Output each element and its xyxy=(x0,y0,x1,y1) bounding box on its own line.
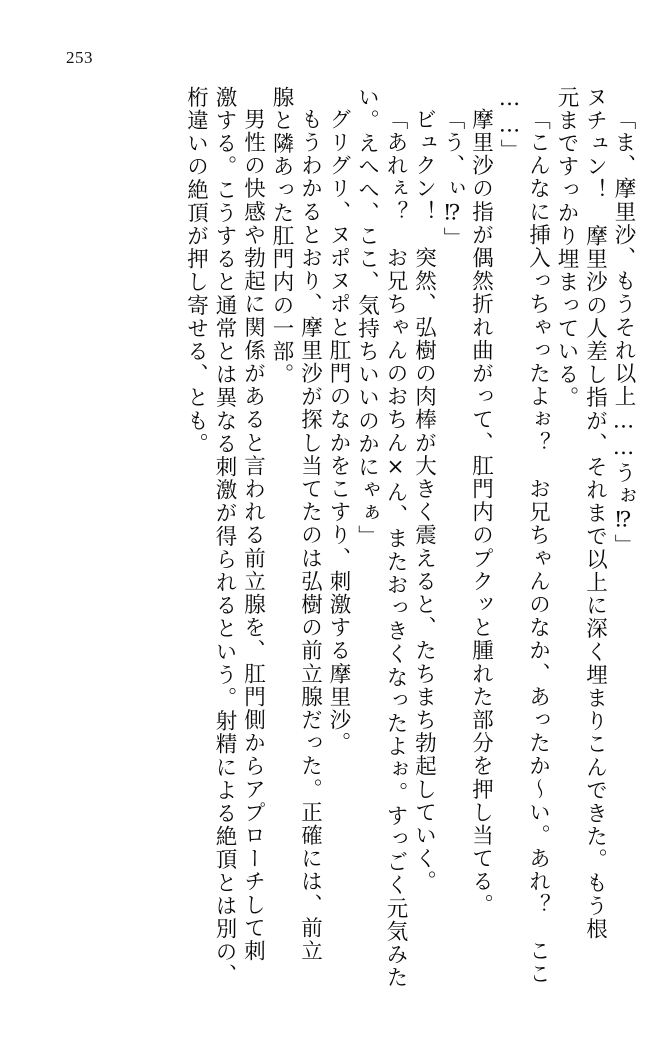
text-line: 「ま、摩里沙、もうそれ以上……うぉ⁉」 xyxy=(611,108,636,558)
text-line: もうわかるとおり、摩里沙が探し当てたのは弘樹の前立腺だった。正確には、前立 xyxy=(297,108,323,963)
text-line: 「あれぇ？ お兄ちゃんのおちん×ん、またおっきくなったよぉ。すっごく元気みた xyxy=(383,108,408,990)
text-line: 「こんなに挿入っちゃったよぉ？ お兄ちゃんのなか、あったか～い。あれ？ ここ xyxy=(525,108,551,986)
text-line: 腺と隣あった肛門内の一部。 xyxy=(269,86,294,387)
text-line: ビュクン！ 突然、弘樹の肉棒が大きく震えると、たちまち勃起していく。 xyxy=(411,108,437,894)
text-line: グリグリ、ヌポヌポと肛門のなかをこすり、刺激する摩里沙。 xyxy=(326,108,351,755)
text-line: 桁違いの絶頂が押し寄せる、とも。 xyxy=(183,86,209,456)
text-line: 激する。こうすると通常とは異なる刺激が得られるという。射精による絶頂とは別の、 xyxy=(212,86,237,987)
text-line: ヌチュン！ 摩里沙の人差し指が、それまで以上に深く埋まりこんできた。もう根 xyxy=(582,86,608,941)
text-line: 「う、ぃ⁉」 xyxy=(440,108,465,251)
page-number: 253 xyxy=(66,48,93,67)
text-line: ……」 xyxy=(497,86,522,163)
text-line: 男性の快感や勃起に関係があると言われる前立腺を、肛門側からアプローチして刺 xyxy=(240,108,266,963)
text-line: い。えへへ、ここ、気持ちいいのかにゃぁ」 xyxy=(354,86,380,548)
text-line: 元まですっかり埋まっている。 xyxy=(554,86,579,410)
text-line: 摩里沙の指が偶然折れ曲がって、肛門内のプクッと腫れた部分を押し当てる。 xyxy=(468,108,494,917)
vertical-text-block xyxy=(34,86,634,1016)
